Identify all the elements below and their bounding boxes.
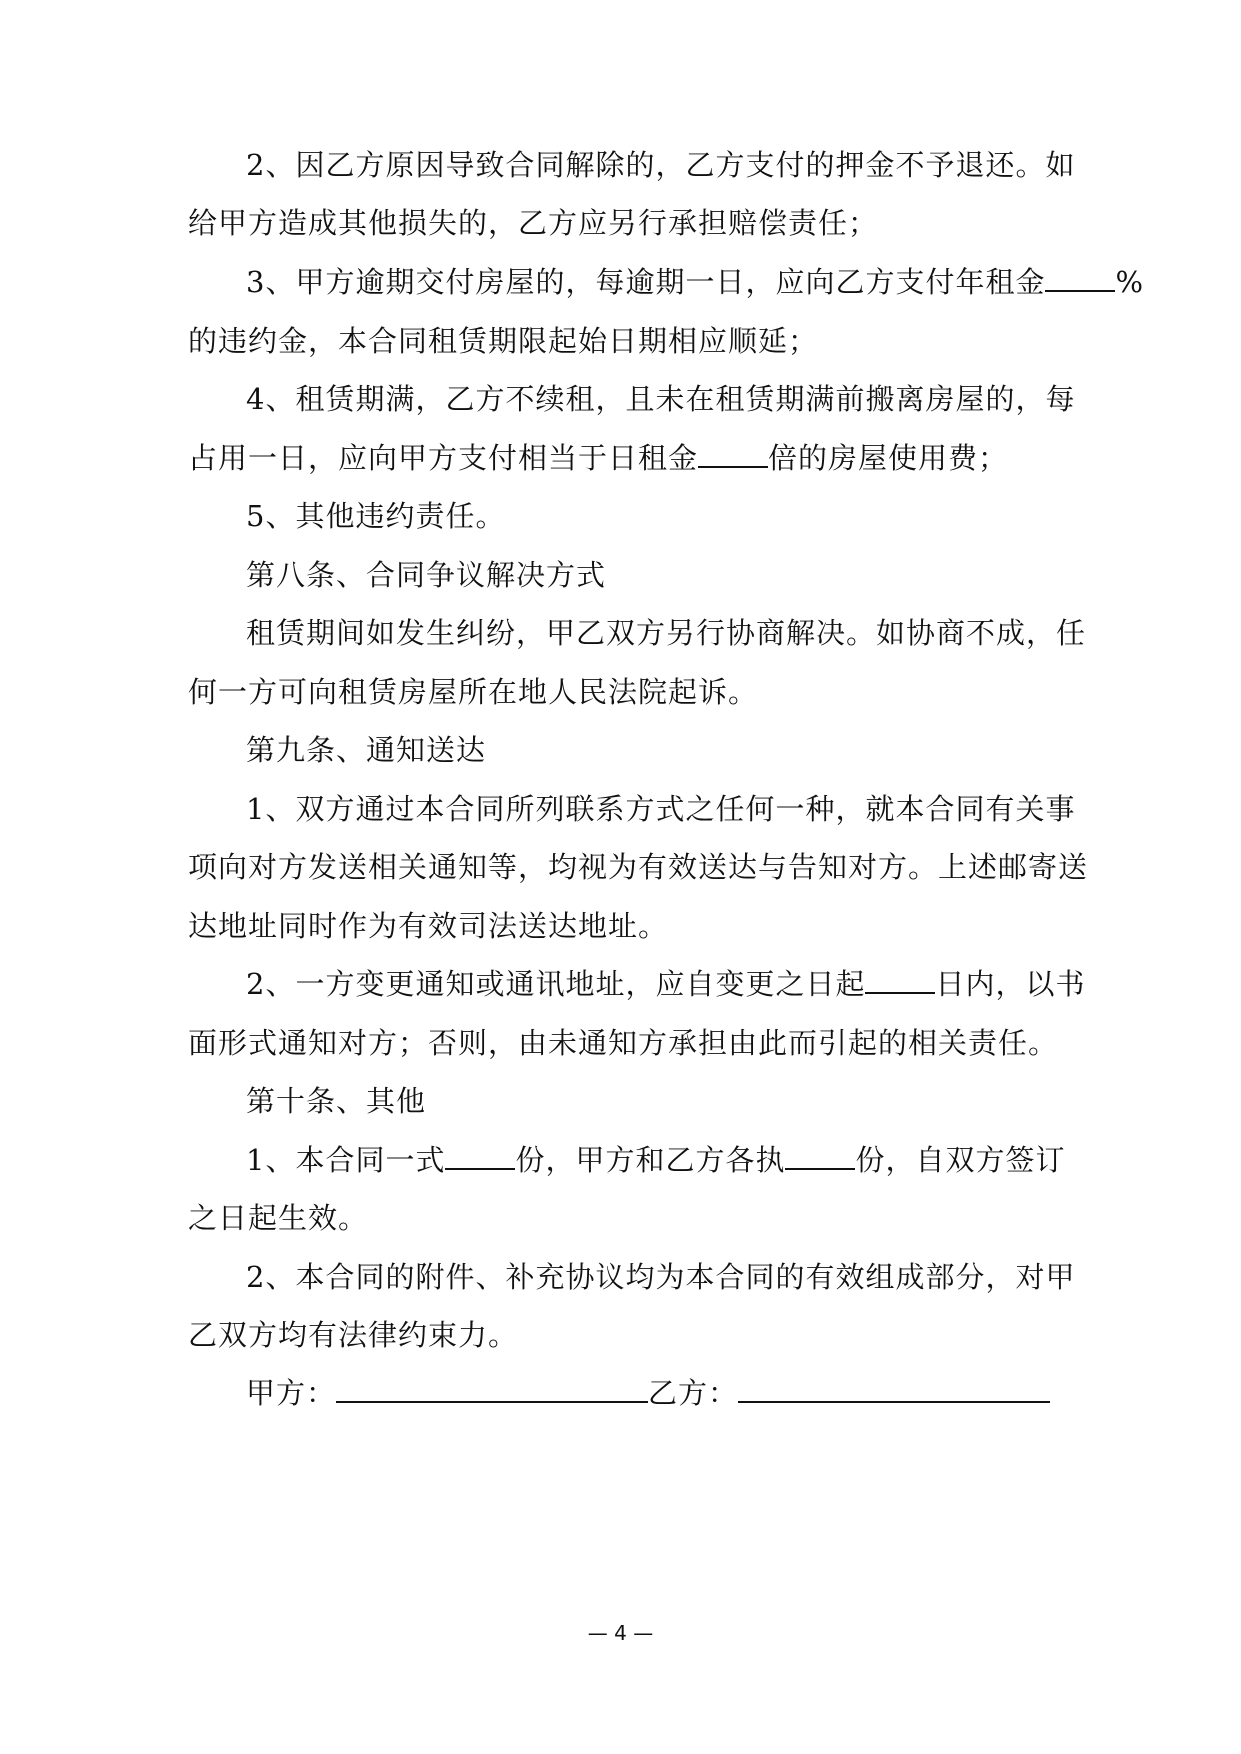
party-b-label: 乙方： — [648, 1376, 739, 1410]
article-10-item-1-text: 1、本合同一式 — [246, 1143, 446, 1177]
article-10-item-1-text-post: 份，自双方签订 — [855, 1143, 1066, 1177]
article-10-item-2-line-2: 乙双方均有法律约束力。 — [188, 1318, 519, 1352]
article-9-heading: 第九条、通知送达 — [246, 733, 487, 767]
breach-item-3-text: 3、甲方逾期交付房屋的，每逾期一日，应向乙方支付年租金 — [246, 265, 1046, 299]
breach-item-3-line-2: 的违约金，本合同租赁期限起始日期相应顺延； — [188, 324, 819, 358]
article-10-item-1-text-mid: 份，甲方和乙方各执 — [515, 1143, 786, 1177]
blank-line — [1045, 262, 1115, 292]
blank-line — [785, 1140, 855, 1170]
breach-item-3-line-1 — [246, 262, 1145, 302]
breach-item-4-text-post: 倍的房屋使用费； — [768, 441, 1009, 475]
article-10-item-2-line-1: 2、本合同的附件、补充协议均为本合同的有效组成部分，对甲 — [246, 1260, 1076, 1294]
article-9-item-2-text-post: 日内，以书 — [935, 967, 1086, 1001]
article-8-heading: 第八条、合同争议解决方式 — [246, 558, 607, 592]
page-number: — 4 — — [587, 1621, 654, 1645]
article-9-item-1-line-1: 1、双方通过本合同所列联系方式之任何一种，就本合同有关事 — [246, 792, 1076, 826]
article-10-heading: 第十条、其他 — [246, 1084, 427, 1118]
party-a-signature-blank — [336, 1373, 648, 1403]
blank-line — [865, 964, 935, 994]
breach-item-4-line-1: 4、租赁期满，乙方不续租，且未在租赁期满前搬离房屋的，每 — [246, 382, 1076, 416]
breach-item-2-line-1: 2、因乙方原因导致合同解除的，乙方支付的押金不予退还。如 — [246, 148, 1076, 182]
article-9-item-2-text: 2、一方变更通知或通讯地址，应自变更之日起 — [246, 967, 866, 1001]
blank-line — [698, 438, 768, 468]
breach-item-4-line-2 — [188, 438, 1068, 478]
party-a-label: 甲方： — [246, 1376, 337, 1410]
party-b-signature-blank — [738, 1373, 1050, 1403]
article-9-item-2-line-2: 面形式通知对方；否则，由未通知方承担由此而引起的相关责任。 — [188, 1026, 1059, 1060]
article-10-item-1-line-1 — [246, 1140, 1126, 1180]
blank-line — [445, 1140, 515, 1170]
article-8-para-line-1: 租赁期间如发生纠纷，甲乙双方另行协商解决。如协商不成，任 — [246, 616, 1087, 650]
breach-item-2-line-2: 给甲方造成其他损失的，乙方应另行承担赔偿责任； — [188, 206, 879, 240]
breach-item-3-percent: % — [1115, 265, 1145, 299]
article-9-item-1-line-3: 达地址同时作为有效司法送达地址。 — [188, 909, 669, 943]
breach-item-4-text: 占用一日，应向甲方支付相当于日租金 — [188, 441, 699, 475]
article-8-para-line-2: 何一方可向租赁房屋所在地人民法院起诉。 — [188, 675, 759, 709]
signature-line — [246, 1373, 1126, 1413]
article-10-item-1-line-2: 之日起生效。 — [188, 1201, 369, 1235]
breach-item-5: 5、其他违约责任。 — [246, 499, 506, 533]
article-9-item-1-line-2: 项向对方发送相关通知等，均视为有效送达与告知对方。上述邮寄送 — [188, 850, 1089, 884]
article-9-item-2-line-1 — [246, 964, 1126, 1004]
